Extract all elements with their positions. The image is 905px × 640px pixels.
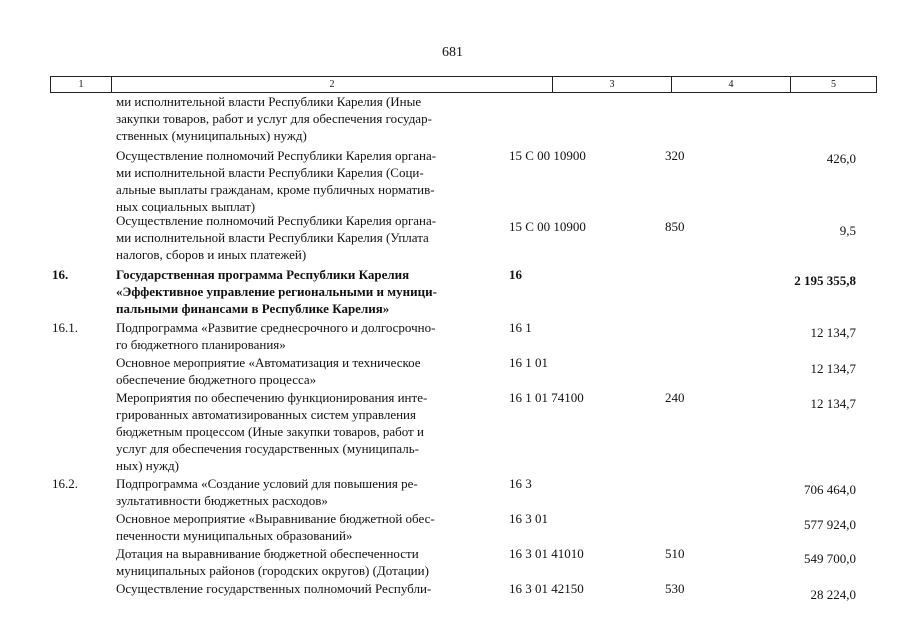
row-number: 16.2.: [52, 476, 78, 491]
row-name: [116, 389, 493, 474]
row-sum: 426,0: [826, 151, 856, 166]
row-sum: 12 134,7: [810, 325, 856, 340]
row-name: [116, 475, 493, 509]
row-name-line: Подпрограмма «Создание условий для повышения ре-: [116, 476, 418, 491]
row-name: [116, 580, 493, 597]
row-name-line: пальными финансами в Республике Карелия»: [116, 301, 390, 316]
row-name: [116, 93, 493, 144]
row-name-line: го бюджетного планирования»: [116, 337, 286, 352]
row-sum: 12 134,7: [810, 396, 856, 411]
row-type: 240: [665, 390, 685, 405]
row-number: 16.1.: [52, 320, 78, 335]
row-name: [116, 354, 493, 388]
row-sum: 9,5: [839, 223, 856, 238]
page-number: 681: [442, 45, 463, 60]
row-code: 16 1 01 74100: [509, 390, 584, 405]
row-name-line: Основное мероприятие «Выравнивание бюджетной обес-: [116, 511, 435, 526]
row-name-line: Дотация на выравнивание бюджетной обеспеченности: [116, 546, 419, 561]
row-name-line: ных) нужд): [116, 458, 179, 473]
table-header: [50, 76, 877, 93]
row-type: 530: [665, 581, 685, 596]
row-name-line: зультативности бюджетных расходов»: [116, 493, 328, 508]
row-name-line: муниципальных районов (городских округов) (Дотации): [116, 563, 429, 578]
row-name-line: Основное мероприятие «Автоматизация и техническое: [116, 355, 421, 370]
row-sum: 706 464,0: [804, 482, 856, 497]
row-number: 16.: [52, 267, 69, 282]
row-code: 15 С 00 10900: [509, 219, 586, 234]
header-col-4: 4: [728, 79, 734, 90]
row-code: 16 3 01: [509, 511, 548, 526]
row-code: 16 3 01 42150: [509, 581, 584, 596]
row-sum: 28 224,0: [810, 587, 856, 602]
row-name-line: налогов, сборов и иных платежей): [116, 247, 307, 262]
row-name-line: ственных (муниципальных) нужд): [116, 128, 307, 143]
row-type: 850: [665, 219, 685, 234]
row-name-line: Подпрограмма «Развитие среднесрочного и долгосрочно-: [116, 320, 436, 335]
row-name-line: обеспечение бюджетного процесса»: [116, 372, 317, 387]
row-name-line: бюджетным процессом (Иные закупки товаров, работ и: [116, 424, 424, 439]
header-col-1: 1: [78, 79, 84, 90]
row-name-line: «Эффективное управление региональными и муници-: [116, 284, 437, 299]
row-sum: 12 134,7: [810, 361, 856, 376]
row-name-line: печенности муниципальных образований»: [116, 528, 353, 543]
row-name: [116, 266, 493, 317]
row-type: 320: [665, 148, 685, 163]
row-name-line: услуг для обеспечения государственных (муниципаль-: [116, 441, 419, 456]
row-name-line: Осуществление государственных полномочий Республи-: [116, 581, 432, 596]
row-name-line: грированных автоматизированных систем управления: [116, 407, 416, 422]
row-name-line: ми исполнительной власти Республики Карелия (Иные: [116, 94, 422, 109]
row-code: 16 3 01 41010: [509, 546, 584, 561]
row-name: [116, 319, 493, 353]
row-sum: 549 700,0: [804, 551, 856, 566]
row-code: 16: [509, 267, 522, 282]
row-name: [116, 545, 493, 579]
row-code: 16 1: [509, 320, 532, 335]
header-col-5: 5: [831, 79, 836, 90]
row-name-line: Осуществление полномочий Республики Карелия органа-: [116, 148, 437, 163]
header-col-2: 2: [329, 79, 335, 90]
row-name-line: ми исполнительной власти Республики Карелия (Соци-: [116, 165, 424, 180]
row-name-line: Осуществление полномочий Республики Карелия органа-: [116, 213, 437, 228]
row-sum: 2 195 355,8: [794, 273, 856, 288]
row-name: [116, 147, 493, 215]
row-name-line: закупки товаров, работ и услуг для обеспечения государ-: [116, 111, 432, 126]
row-name: [116, 510, 493, 544]
row-name-line: ми исполнительной власти Республики Карелия (Уплата: [116, 230, 429, 245]
row-code: 15 С 00 10900: [509, 148, 586, 163]
row-name-line: Государственная программа Республики Карелия: [116, 267, 410, 282]
row-name: [116, 212, 493, 263]
row-code: 16 3: [509, 476, 532, 491]
row-sum: 577 924,0: [804, 517, 856, 532]
header-col-3: 3: [609, 79, 615, 90]
row-name-line: альные выплаты гражданам, кроме публичных норматив-: [116, 182, 435, 197]
row-name-line: ных социальных выплат): [116, 199, 256, 214]
row-type: 510: [665, 546, 685, 561]
row-code: 16 1 01: [509, 355, 548, 370]
row-name-line: Мероприятия по обеспечению функционирования инте-: [116, 390, 428, 405]
